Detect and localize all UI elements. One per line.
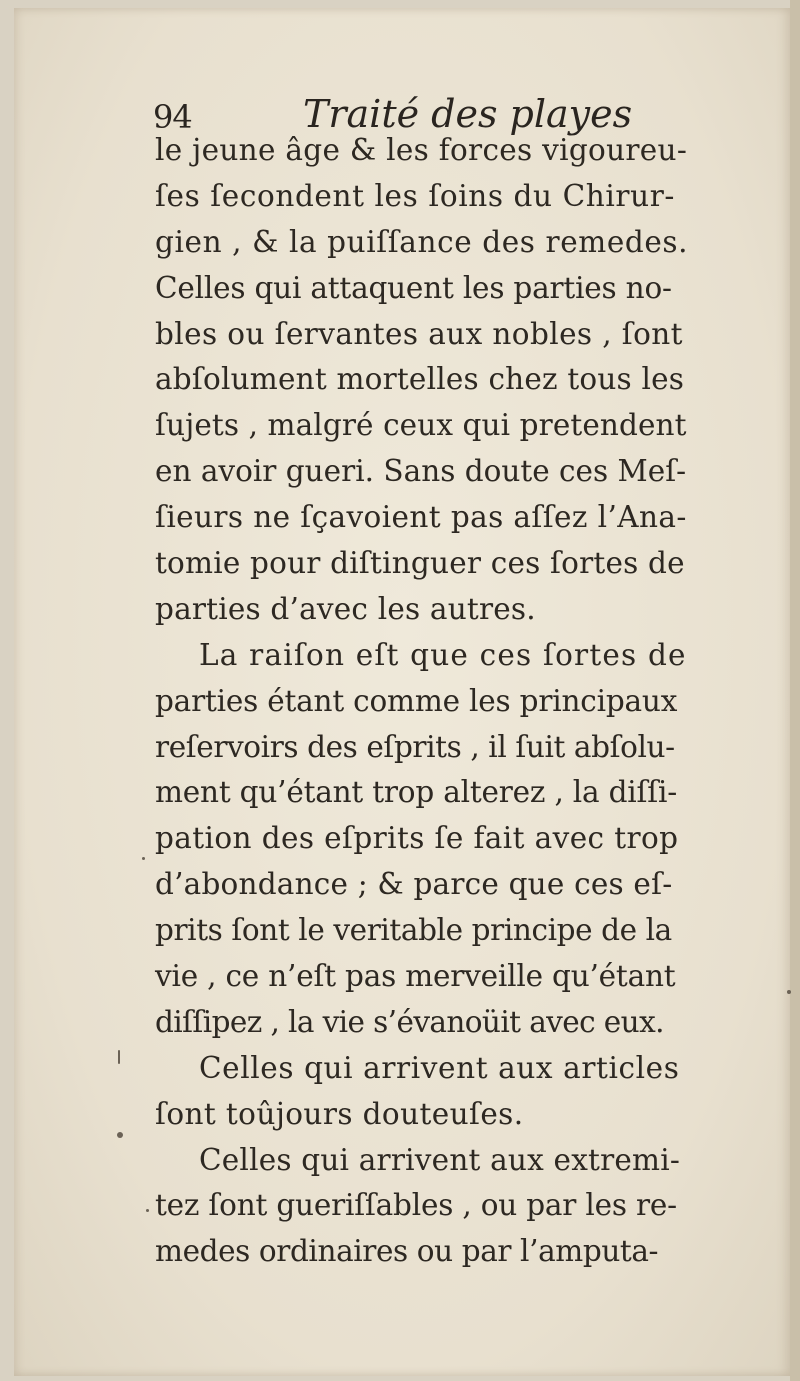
- page-number: 94: [153, 98, 192, 136]
- ink-speck: [142, 857, 145, 860]
- ink-speck: [146, 1209, 149, 1212]
- text-line: ſieurs ne ſçavoient pas aſſez l’Ana-: [155, 500, 687, 535]
- text-line: parties étant comme les principaux: [155, 683, 678, 718]
- text-line: La raiſon eſt que ces ſortes de: [199, 637, 687, 672]
- text-line: prits ſont le veritable principe de la: [155, 913, 672, 948]
- ink-speck: [787, 990, 791, 994]
- text-line: tez ſont gueriſſables , ou par les re-: [155, 1188, 677, 1223]
- text-line: gien , & la puiſſance des remedes.: [155, 224, 689, 259]
- text-line: ment qu’étant trop alterez , la diſſi-: [155, 775, 677, 810]
- text-line: ſont toûjours douteuſes.: [155, 1096, 524, 1131]
- text-line: bles ou ſervantes aux nobles , ſont: [155, 316, 683, 351]
- text-line: Celles qui attaquent les parties no-: [155, 270, 672, 305]
- ink-speck: [117, 1132, 123, 1138]
- ink-speck: [118, 1050, 120, 1064]
- text-line: Celles qui arrivent aux articles: [199, 1050, 680, 1085]
- page-edge: [790, 0, 800, 1381]
- running-title: Traité des playes: [303, 92, 633, 136]
- text-line: Celles qui arrivent aux extremi-: [199, 1142, 681, 1177]
- text-line: pation des eſprits ſe fait avec trop: [155, 821, 679, 856]
- text-line: diſſipez , la vie s’évanoüit avec eux.: [155, 1004, 664, 1039]
- text-line: tomie pour diſtinguer ces ſortes de: [155, 546, 685, 581]
- body-text: [155, 128, 775, 1275]
- text-line: d’abondance ; & parce que ces eſ-: [155, 867, 673, 902]
- text-line: en avoir gueri. Sans doute ces Meſ-: [155, 454, 687, 489]
- text-line: ſujets , malgré ceux qui pretendent: [155, 408, 687, 443]
- text-line: abſolument mortelles chez tous les: [155, 362, 685, 397]
- text-line: parties d’avec les autres.: [155, 591, 536, 626]
- text-line: reſervoirs des eſprits , il ſuit abſolu-: [155, 729, 675, 764]
- text-line: vie , ce n’eſt pas merveille qu’étant: [155, 959, 676, 994]
- text-line: medes ordinaires ou par l’amputa-: [155, 1234, 659, 1269]
- text-line: le jeune âge & les forces vigoureu-: [155, 133, 688, 167]
- text-line: ſes ſecondent les ſoins du Chirur-: [155, 178, 675, 213]
